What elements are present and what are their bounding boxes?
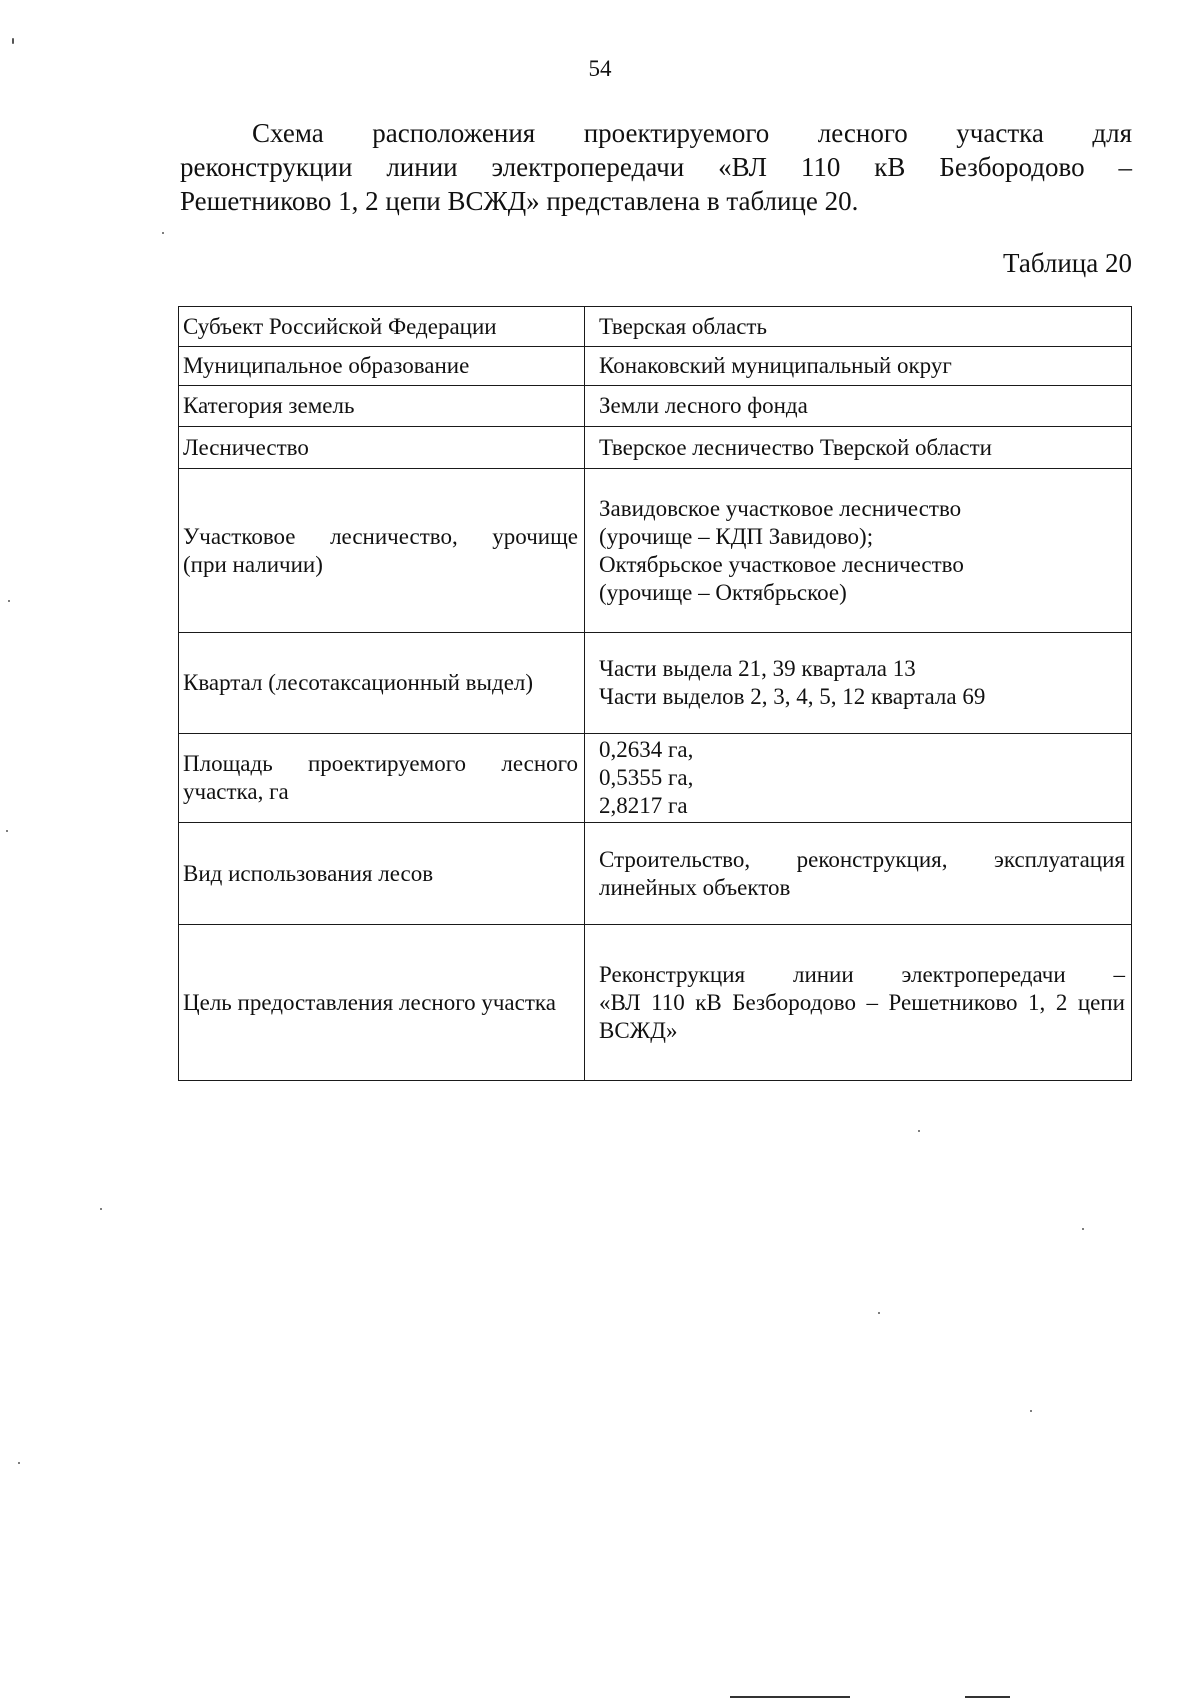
- value-line: 2,8217 га: [599, 793, 688, 818]
- table-row: [179, 386, 1132, 427]
- table-caption: Таблица 20: [1003, 248, 1132, 278]
- table-row: [179, 427, 1132, 469]
- value-line: Реконструкция линии электропередачи –: [599, 961, 1125, 987]
- row-label: Квартал (лесотаксационный выдел): [179, 633, 585, 734]
- row-value: [585, 823, 1132, 925]
- label-line: Площадь проектируемого лесного: [183, 751, 578, 776]
- row-label: Вид использования лесов: [179, 823, 585, 925]
- value-line: Строительство, реконструкция, эксплуатация: [599, 846, 1125, 872]
- intro-line: Схема расположения проектируемого лесного участка для: [252, 118, 1132, 148]
- row-value: [585, 386, 1132, 427]
- row-label: Муниципальное образование: [179, 347, 585, 386]
- scan-speck: [100, 1208, 102, 1210]
- scan-speck: [162, 232, 164, 234]
- value-line: ВСЖД»: [599, 1017, 678, 1043]
- scan-speck: [918, 1130, 920, 1132]
- value-line: Земли лесного фонда: [599, 393, 808, 418]
- table-row: [179, 925, 1132, 1081]
- value-line: Октябрьское участковое лесничество: [599, 551, 964, 577]
- scan-speck: [878, 1312, 880, 1314]
- row-value: [585, 347, 1132, 386]
- table-row: [179, 823, 1132, 925]
- row-label: Категория земель: [179, 386, 585, 427]
- value-line: Завидовское участковое лесничество: [599, 495, 962, 521]
- forest-plot-table: [178, 306, 1132, 1081]
- value-line: линейных объектов: [599, 874, 791, 900]
- scan-speck: [1082, 1228, 1084, 1230]
- scan-speck: [12, 38, 14, 44]
- value-line: 0,2634 га,: [599, 737, 694, 762]
- scan-speck: [1030, 1410, 1032, 1412]
- value-line: Тверская область: [599, 313, 767, 339]
- table-row: [179, 307, 1132, 347]
- scan-speck: [8, 600, 10, 602]
- row-label: Лесничество: [179, 427, 585, 469]
- row-value: [585, 633, 1132, 734]
- row-value: [585, 427, 1132, 469]
- row-label: [179, 469, 585, 633]
- table-row: [179, 347, 1132, 386]
- value-line: Части выделов 2, 3, 4, 5, 12 квартала 69: [599, 684, 986, 709]
- value-line: (урочище – Октябрьское): [599, 579, 847, 605]
- label-line: Участковое лесничество, урочище: [183, 523, 578, 549]
- label-line: участка, га: [183, 779, 289, 804]
- row-value: [585, 734, 1132, 823]
- table-row: [179, 633, 1132, 734]
- row-value: [585, 469, 1132, 633]
- row-label: [179, 734, 585, 823]
- intro-line: реконструкции линии электропередачи «ВЛ 110 кВ Безбородово –: [180, 152, 1132, 182]
- scan-edge-mark: [965, 1696, 1010, 1698]
- page-number: 54: [588, 56, 612, 81]
- scan-speck: [18, 1462, 20, 1464]
- intro-paragraph: [180, 116, 1132, 218]
- scan-edge-mark: [730, 1696, 850, 1698]
- scan-speck: [6, 830, 8, 832]
- value-line: (урочище – КДП Завидово);: [599, 523, 874, 549]
- label-line: (при наличии): [183, 551, 323, 577]
- value-line: Конаковский муниципальный округ: [599, 353, 952, 378]
- value-line: Тверское лесничество Тверской области: [599, 434, 992, 460]
- table-row: [179, 469, 1132, 633]
- table-row: [179, 734, 1132, 823]
- value-line: 0,5355 га,: [599, 765, 694, 790]
- row-value: [585, 307, 1132, 347]
- intro-line: Решетниково 1, 2 цепи ВСЖД» представлена в таблице 20.: [180, 186, 859, 216]
- value-line: Части выдела 21, 39 квартала 13: [599, 656, 916, 681]
- row-label: Субъект Российской Федерации: [179, 307, 585, 347]
- row-label: Цель предоставления лесного участка: [179, 925, 585, 1081]
- row-value: [585, 925, 1132, 1081]
- value-line: «ВЛ 110 кВ Безбородово – Решетниково 1, 2 цепи: [599, 989, 1125, 1015]
